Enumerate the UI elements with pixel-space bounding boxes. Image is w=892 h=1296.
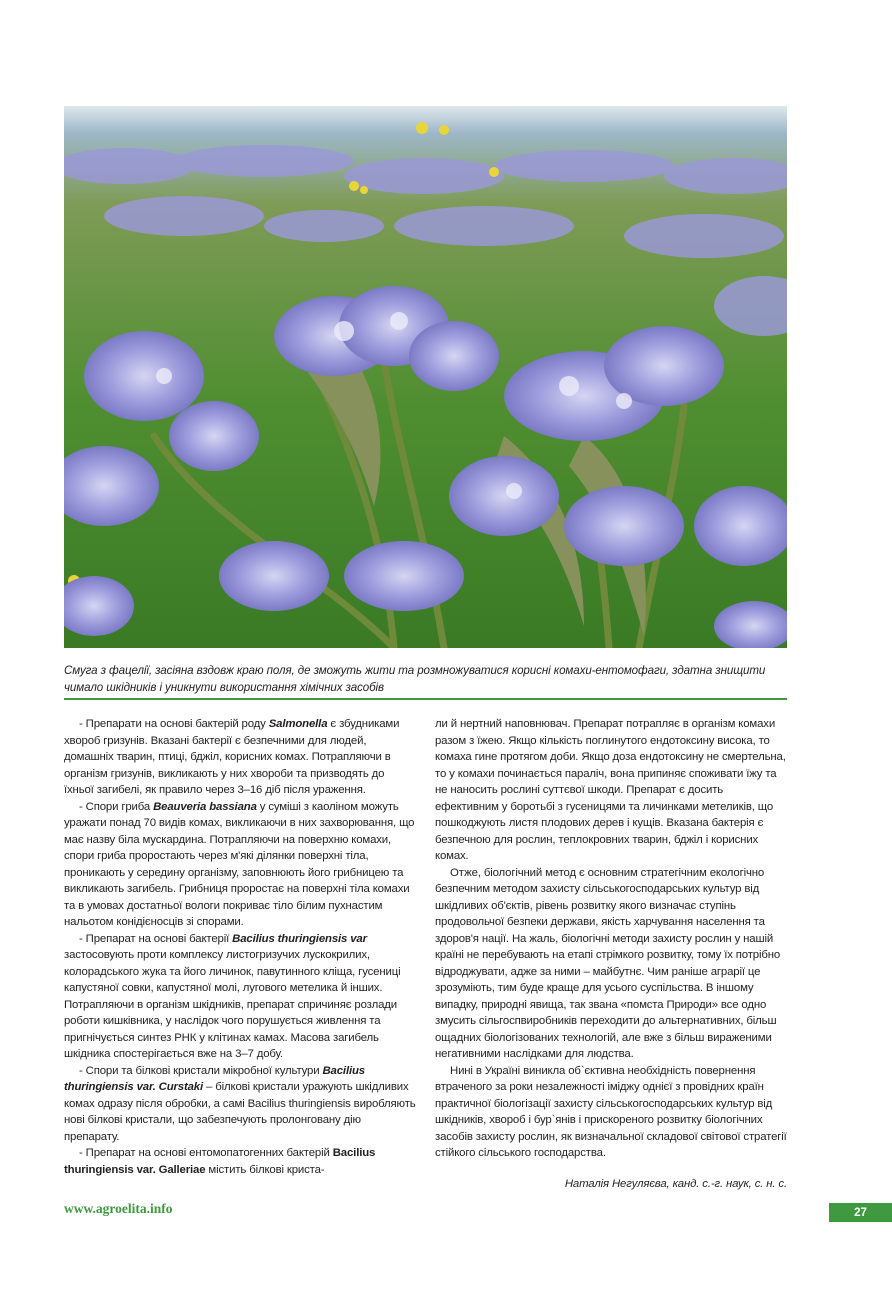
paragraph-conclusion: Отже, біологічний метод є основним стратегічним екологічно безпечним методом захисту сільськогосподарських культур від шкідливих об'єктів, рівень розвитку якого визначає ступінь продовольчої безпеки держави, якість харчування населення та здоров'я нації. На жаль, біологічні методи захисту рослин у нашій країні не перебувають на етапі стрімкого розвитку, тому їх потрібно відроджувати, адже за ними – майбутнє. Чим раніше аграрії це зрозуміють, тим буде краще для усього суспільства. В іншому випадку, природні явища, так звана «помста Природи» все одно змусить сільгоспвиробників переходити до альтернативних, більш ощадних біологізованих технологій, але вже з більш вираженими негативними наслідками для людства. — [435, 866, 781, 1060]
article-author: Наталія Негуляєва, канд. с.-г. наук, с. н. с. — [564, 1177, 787, 1190]
paragraph-continuation: ли й нертний наповнювач. Препарат потрапляє в організм комахи разом з їжею. Якщо кількість поглинутого ендотоксину висока, то комаха гине протягом доби. Якщо доза ендотоксину не смертельна, то у комахи починається параліч, вона припиняє споживати їжу та не наносить рослині суттєвої шкоди. Препарат є досить ефективним у боротьбі з гусеницями та личинками метеликів, що пошкоджують листя плодових дерев і кущів. Вказана бактерія є безпечною для рослин, теплокровних тварин, бджіл і корисних комах. — [435, 718, 786, 862]
photo-caption: Смуга з фацелії, засіяна вздовж краю поля, де зможуть жити та розмножуватися корисні комахи-ентомофаги, здатна знищити чимало шкідників і уникнути використання хімічних засобів — [64, 664, 766, 694]
article-column-left — [64, 716, 416, 1178]
phacelia-illustration — [64, 106, 787, 648]
paragraph-salmonella: - Препарати на основі бактерій роду Salmonella є збудниками хвороб гризунів. Вказані бактерії є безпечними для людей, домашніх тварин, птиці, бджіл, корисних комах. Потрапляючи в організм гризунів, викликають у них хвороби та призводять до їхньої загибелі, як правило через 3–16 діб після ураження. — [64, 718, 400, 796]
paragraph-bacilius-var: - Препарат на основі бактерії Bacilius thuringiensis var застосовують проти комплексу листогризучих лускокрилих, колорадського жука та його личинок, павутинного кліща, гусениці капустяної совки, капустяної молі, лугового метелика й інших. Потрапляючи в організм шкідників, препарат спричиняє розлади роботи кишківника, у наслідок чого порушується живлення та пригнічується синтез РНК у клітинах камах. Масова загибель шкідника спостерігається вже на 3–7 добу. — [64, 932, 401, 1060]
paragraph-galleriae: - Препарат на основі ентомопатогенних бактерій Bacilius thuringiensis var. Galleriae містить білкові криста- — [64, 1147, 376, 1176]
footer-website-link[interactable]: www.agroelita.info — [64, 1201, 173, 1216]
caption-divider — [64, 698, 787, 700]
paragraph-beauveria: - Спори гриба Beauveria bassiana у суміші з каоліном можуть уражати понад 70 видів комах, викликаючи в них захворювання, що має назву біла мускардина. Потрапляючи на поверхню комахи, спори гриба проростають через м'які ділянки поверхні тіла, проникають у середину організму, заповнюють його грибницею та викликають загибель. Грибниця проростає на поверхні тіла комахи та в умовах достатньої вологи покриває тіло білим пухнастим нальотом конідієносців зі спорами. — [64, 800, 415, 928]
page-number: 27 — [829, 1203, 892, 1222]
phacelia-field-photo — [64, 106, 787, 648]
article-column-right — [435, 716, 787, 1192]
paragraph-curstaki: - Спори та білкові кристали мікробної культури Bacilius thuringiensis var. Curstaki – білкові кристали уражують шкідливих комах одразу після обробки, а самі Bacilius thuringiensis виробляють нові білкові кристали, що забезпечують пролонговану дію препарату. — [64, 1064, 416, 1143]
paragraph-ukraine: Нині в Україні виникла об`єктивна необхідність повернення втраченого за роки незалежності іміджу однієї з провідних країн практичної біологізації захисту сільськогосподарських культур від шкідників, хвороб і бур`янів і прискореного розвитку біологічних засобів захисту рослин, як визначальної складової світової стратегії стійкого сільського господарства. — [435, 1064, 787, 1159]
